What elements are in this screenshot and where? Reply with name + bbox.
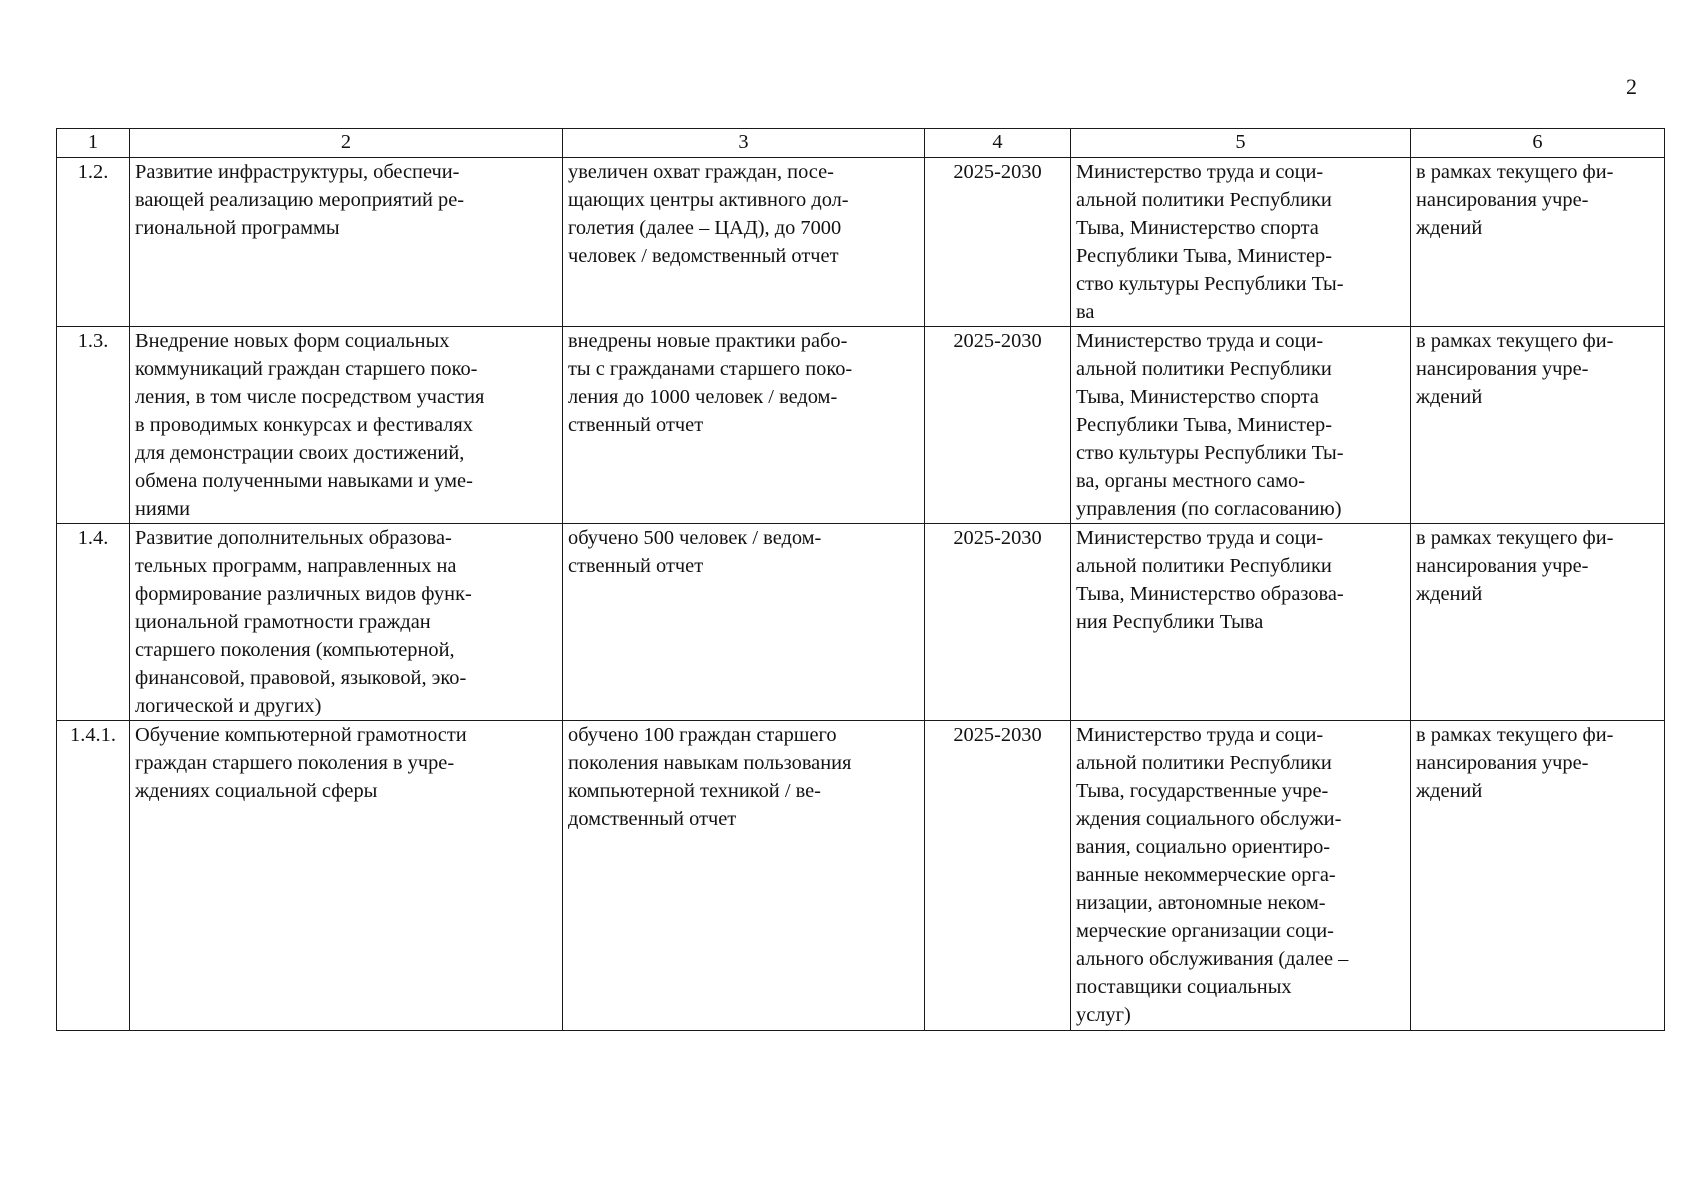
responsible-executors: Министерство труда и соци- альной политики Республики Тыва, государственные учре- ждения социального обслужи- вания, социально ориентиро- ванные некоммерческие орга- низации, автономные неком- мерческие организации соци- ального обслуживания (далее – поставщики социальных услуг) [1071, 721, 1411, 1031]
row-number: 1.4.1. [57, 721, 130, 1031]
implementation-period: 2025-2030 [925, 327, 1071, 524]
event-name: Развитие дополнительных образова- тельных программ, направленных на формирование различных видов функ- циональной грамотности граждан старшего поколения (компьютерной, финансовой, правовой, языковой, эко- логической и других) [130, 524, 563, 721]
column-header-2: 2 [130, 129, 563, 158]
row-number: 1.4. [57, 524, 130, 721]
responsible-executors: Министерство труда и соци- альной политики Республики Тыва, Министерство образова- ния Республики Тыва [1071, 524, 1411, 721]
table-row [57, 721, 1665, 1031]
expected-result: обучено 100 граждан старшего поколения навыкам пользования компьютерной техникой / ве- домственный отчет [563, 721, 925, 1031]
expected-result: обучено 500 человек / ведом- ственный отчет [563, 524, 925, 721]
row-number: 1.2. [57, 158, 130, 327]
funding-source: в рамках текущего фи- нансирования учре- ждений [1411, 158, 1665, 327]
column-header-6: 6 [1411, 129, 1665, 158]
table-row [57, 158, 1665, 327]
funding-source: в рамках текущего фи- нансирования учре- ждений [1411, 721, 1665, 1031]
funding-source: в рамках текущего фи- нансирования учре- ждений [1411, 524, 1665, 721]
table-header-row [57, 129, 1665, 158]
program-events-table [56, 128, 1665, 1031]
expected-result: внедрены новые практики рабо- ты с гражданами старшего поко- ления до 1000 человек / ведом- ственный отчет [563, 327, 925, 524]
funding-source: в рамках текущего фи- нансирования учре- ждений [1411, 327, 1665, 524]
event-name: Обучение компьютерной грамотности граждан старшего поколения в учре- ждениях социальной сферы [130, 721, 563, 1031]
implementation-period: 2025-2030 [925, 721, 1071, 1031]
event-name: Развитие инфраструктуры, обеспечи- вающей реализацию мероприятий ре- гиональной программы [130, 158, 563, 327]
column-header-3: 3 [563, 129, 925, 158]
expected-result: увеличен охват граждан, посе- щающих центры активного дол- голетия (далее – ЦАД), до 7000 человек / ведомственный отчет [563, 158, 925, 327]
responsible-executors: Министерство труда и соци- альной политики Республики Тыва, Министерство спорта Республики Тыва, Министер- ство культуры Республики Ты- ва [1071, 158, 1411, 327]
column-header-5: 5 [1071, 129, 1411, 158]
row-number: 1.3. [57, 327, 130, 524]
implementation-period: 2025-2030 [925, 524, 1071, 721]
table-row [57, 327, 1665, 524]
event-name: Внедрение новых форм социальных коммуникаций граждан старшего поко- ления, в том числе посредством участия в проводимых конкурсах и фестивалях для демонстрации своих достижений, обмена полученными навыками и уме- ниями [130, 327, 563, 524]
implementation-period: 2025-2030 [925, 158, 1071, 327]
column-header-4: 4 [925, 129, 1071, 158]
table-row [57, 524, 1665, 721]
column-header-1: 1 [57, 129, 130, 158]
responsible-executors: Министерство труда и соци- альной политики Республики Тыва, Министерство спорта Республики Тыва, Министер- ство культуры Республики Ты- ва, органы местного само- управления (по согласованию) [1071, 327, 1411, 524]
page-number: 2 [1626, 74, 1637, 99]
